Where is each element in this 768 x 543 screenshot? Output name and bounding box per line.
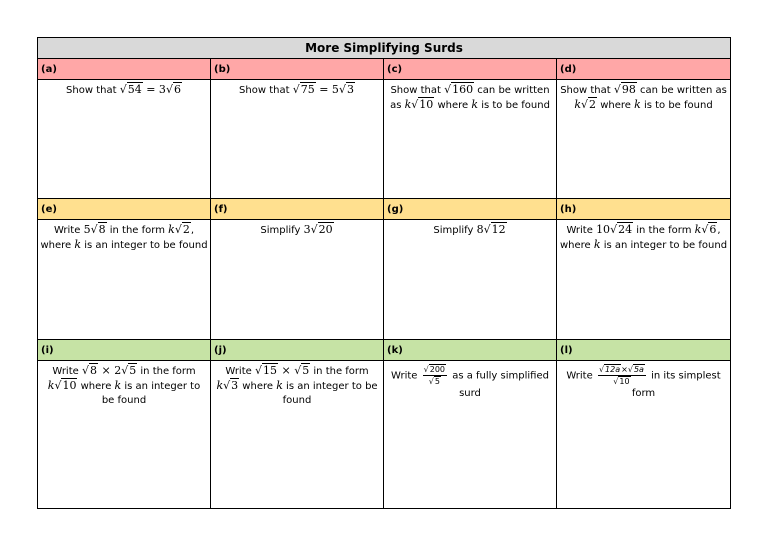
worksheet-table bbox=[37, 37, 731, 509]
question-j: Write √15 × √5 in the form k√3 where k is an integer to be found bbox=[211, 361, 384, 509]
label-l: (l) bbox=[557, 340, 731, 361]
label-b: (b) bbox=[211, 59, 384, 80]
label-j: (j) bbox=[211, 340, 384, 361]
question-c: Show that √160 can be written as k√10 where k is to be found bbox=[384, 80, 557, 199]
label-e: (e) bbox=[38, 199, 211, 220]
question-e: Write 5√8 in the form k√2, where k is an integer to be found bbox=[38, 220, 211, 340]
question-i: Write √8 × 2√5 in the form k√10 where k is an integer to be found bbox=[38, 361, 211, 509]
question-h: Write 10√24 in the form k√6, where k is an integer to be found bbox=[557, 220, 731, 340]
question-k: Write $\frac{√200}{√5}$ as a fully simplified surd bbox=[384, 361, 557, 509]
label-h: (h) bbox=[557, 199, 731, 220]
label-i: (i) bbox=[38, 340, 211, 361]
question-b: Show that √75 = 5√3 bbox=[211, 80, 384, 199]
label-c: (c) bbox=[384, 59, 557, 80]
worksheet-title: More Simplifying Surds bbox=[38, 38, 731, 59]
question-d: Show that √98 can be written as k√2 where k is to be found bbox=[557, 80, 731, 199]
label-k: (k) bbox=[384, 340, 557, 361]
fraction-k: $\frac{√200}{√5}$ bbox=[423, 365, 446, 386]
label-a: (a) bbox=[38, 59, 211, 80]
question-a: Show that √54 = 3√6 bbox=[38, 80, 211, 199]
question-g: Simplify 8√12 bbox=[384, 220, 557, 340]
label-d: (d) bbox=[557, 59, 731, 80]
fraction-l: $\frac{√12a\times√5a}{√10}$ bbox=[598, 365, 644, 386]
label-f: (f) bbox=[211, 199, 384, 220]
question-l: Write $\frac{√12a\times√5a}{√10}$ in its simplest form bbox=[557, 361, 731, 509]
label-g: (g) bbox=[384, 199, 557, 220]
question-f: Simplify 3√20 bbox=[211, 220, 384, 340]
